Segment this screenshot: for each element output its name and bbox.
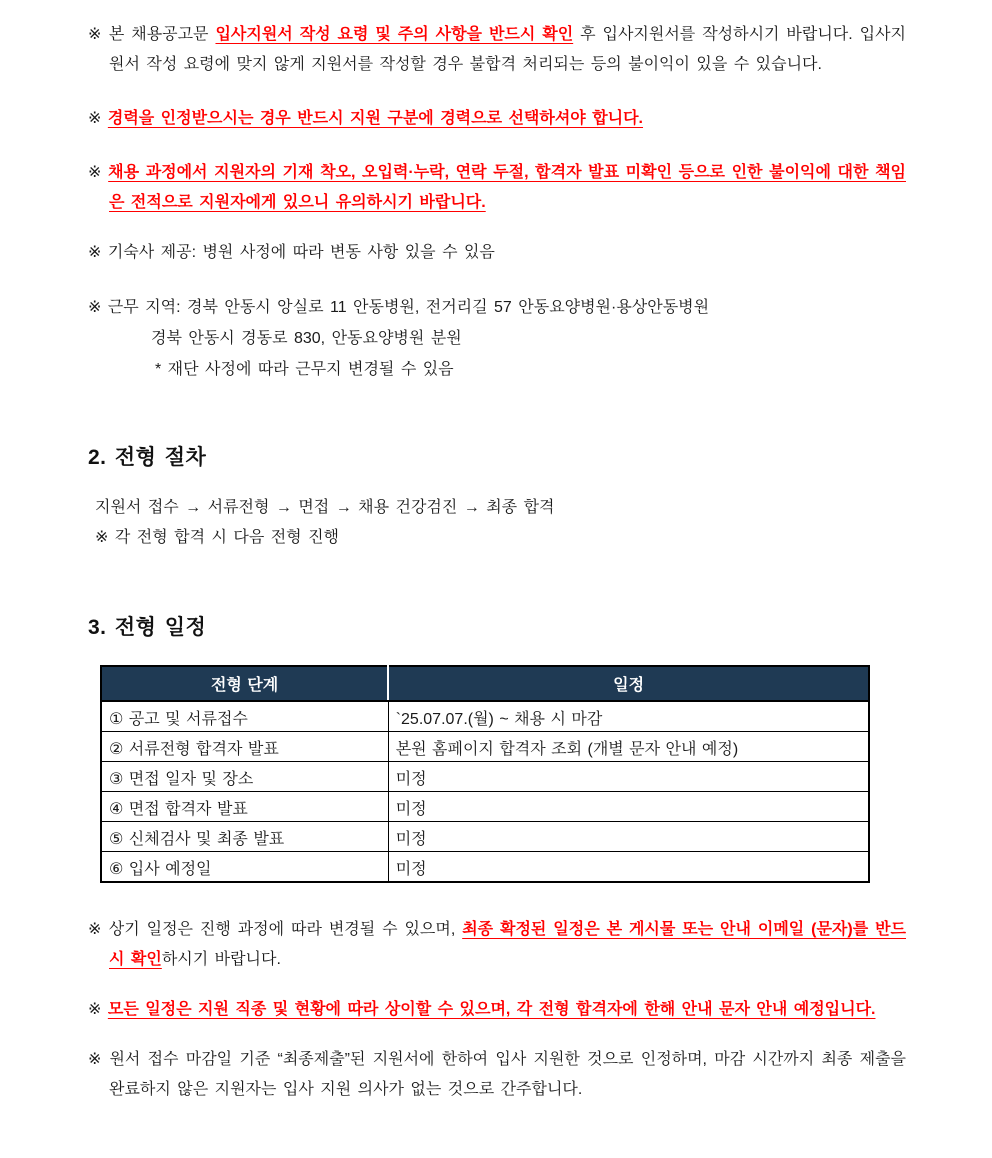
process-note: ※ 각 전형 합격 시 다음 전형 진행 [95,529,339,546]
notice-schedule-varies [88,995,906,1025]
table-header-row [101,666,869,701]
table-cell-schedule: 미정 [388,852,869,883]
schedule-table [100,665,870,883]
notice-text: ※ 본 채용공고문 [88,26,216,43]
notice-schedule-change [88,915,906,975]
table-row [101,701,869,732]
header-cell-schedule: 일정 [388,666,869,701]
notice-text: ※ 기숙사 제공: 병원 사정에 따라 변동 사항 있을 수 있음 [88,244,495,261]
table-cell-schedule: 본원 홈페이지 합격자 조회 (개별 문자 안내 예정) [388,732,869,762]
notice-emphasis: 채용 과정에서 지원자의 기재 착오, 오입력·누락, 연락 두절, 합격자 발표 미확인 등으로 인한 불이익에 대한 책임은 전적으로 지원자에게 있으니 유의하시기 바랍니다. [108,164,906,211]
notice-work-location [88,292,906,385]
schedule-table-head [101,666,869,701]
work-location-line: ※ 근무 지역: 경북 안동시 앙실로 11 안동병원, 전거리길 57 안동요양병원·용상안동병원 [88,299,710,316]
table-cell-schedule: `25.07.07.(월) ~ 채용 시 마감 [388,701,869,732]
notice-marker: ※ [88,164,109,181]
table-cell-stage: ② 서류전형 합격자 발표 [101,732,388,762]
notice-text: 후 입사지원서를 작성하시기 바랍니다. 입사지원서 작성 요령에 맞지 않게 지원서를 작성할 경우 불합격 처리되는 등의 불이익이 있을 수 있습니다. [109,26,906,73]
notice-emphasis: 입사지원서 작성 요령 및 주의 사항을 반드시 확인 [215,26,574,43]
section-title-process: 2. 전형 절차 [88,446,207,469]
notice-application-guide [88,20,906,80]
notice-text: 하시기 바랍니다. [161,951,281,968]
table-cell-stage: ① 공고 및 서류접수 [101,701,388,732]
section-title-schedule: 3. 전형 일정 [88,616,207,639]
notice-emphasis: 경력을 인정받으시는 경우 반드시 지원 구분에 경력으로 선택하셔야 합니다. [107,110,644,127]
table-cell-stage: ③ 면접 일자 및 장소 [101,762,388,792]
notice-career-selection [88,104,906,134]
notice-emphasis: 모든 일정은 지원 직종 및 현황에 따라 상이할 수 있으며, 각 전형 합격자에 한해 안내 문자 안내 예정입니다. [107,1001,876,1018]
notice-final-submission [88,1045,906,1105]
section-selection-process [88,441,906,553]
table-cell-schedule: 미정 [388,792,869,822]
notice-emphasis: 최종 확정된 일정은 본 게시물 또는 안내 이메일 (문자)를 반드시 확인 [109,921,906,968]
schedule-table-body [101,701,869,882]
header-cell-stage: 전형 단계 [101,666,388,701]
section-selection-schedule [88,611,906,883]
notice-dormitory [88,238,906,268]
table-row [101,852,869,883]
notice-text: ※ 원서 접수 마감일 기준 “최종제출”된 지원서에 한하여 입사 지원한 것으로 인정하며, 마감 시간까지 최종 제출을 완료하지 않은 지원자는 입사 지원 의사가 없는 것으로 간주합니다. [88,1051,906,1098]
process-flow-block [88,493,906,553]
notice-marker: ※ [88,1001,108,1018]
table-cell-schedule: 미정 [388,822,869,852]
process-flow: 지원서 접수 → 서류전형 → 면접 → 채용 건강검진 → 최종 합격 [95,499,555,516]
table-row [101,792,869,822]
notice-text: ※ 상기 일정은 진행 과정에 따라 변경될 수 있으며, [88,921,463,938]
table-cell-stage: ⑥ 입사 예정일 [101,852,388,883]
table-row [101,762,869,792]
work-location-line: * 재단 사정에 따라 근무지 변경될 수 있음 [155,361,454,378]
table-row [101,732,869,762]
table-cell-stage: ⑤ 신체검사 및 최종 발표 [101,822,388,852]
table-row [101,822,869,852]
table-cell-schedule: 미정 [388,762,869,792]
bottom-notices [88,915,906,1105]
table-cell-stage: ④ 면접 합격자 발표 [101,792,388,822]
notice-applicant-responsibility [88,158,906,218]
notice-marker: ※ [88,110,108,127]
work-location-line: 경북 안동시 경동로 830, 안동요양병원 분원 [151,330,462,347]
